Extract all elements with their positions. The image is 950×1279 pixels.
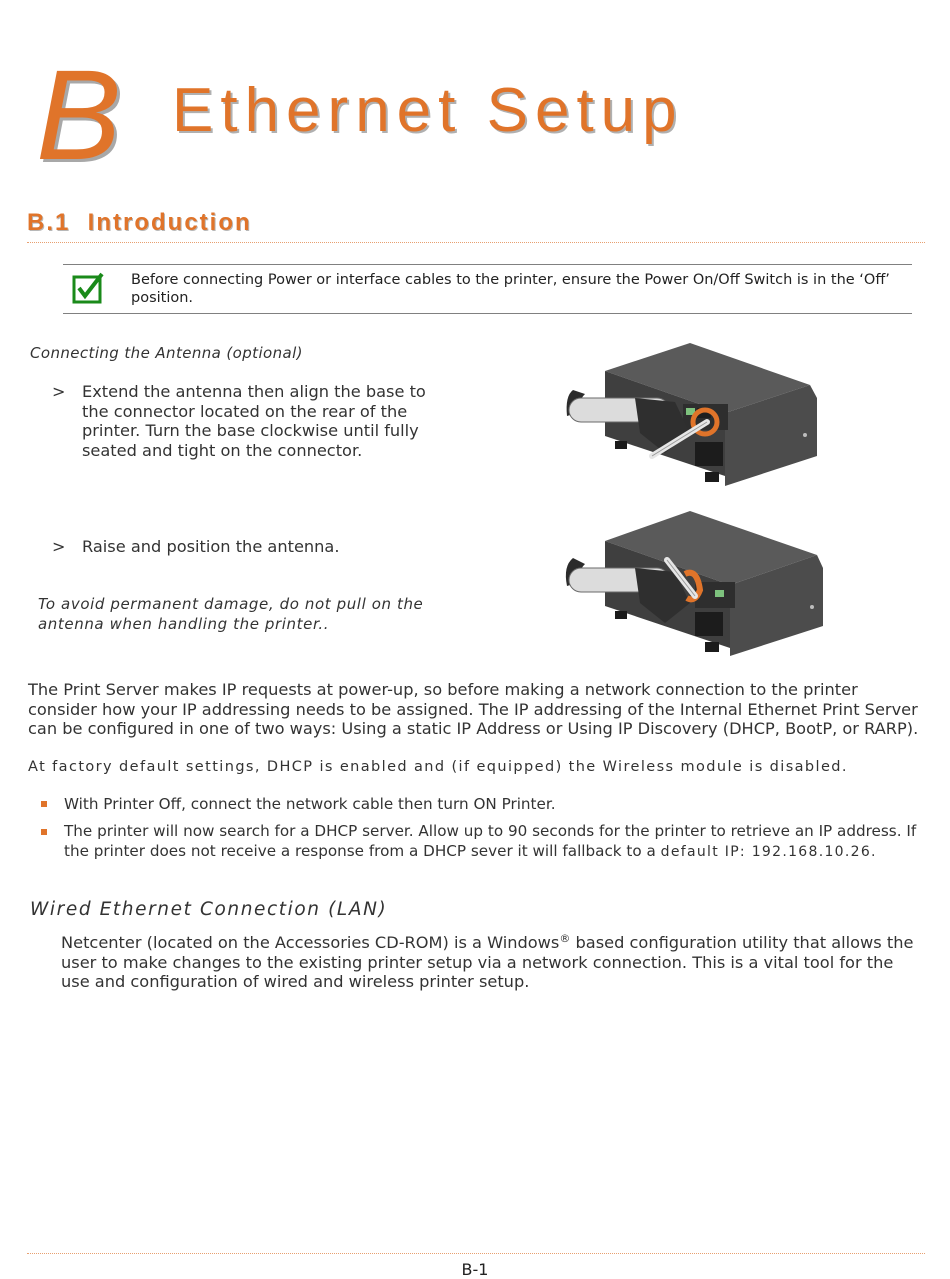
antenna-subheading: Connecting the Antenna (optional) [30, 344, 303, 362]
note-box [63, 264, 912, 314]
chapter-letter: B [36, 44, 120, 187]
antenna-step-2: Raise and position the antenna. [82, 537, 340, 556]
footer-divider [27, 1253, 925, 1254]
bullet-item-2 [64, 822, 924, 862]
section-heading: B.1 Introduction [27, 209, 252, 236]
note-text: Before connecting Power or interface cables to the printer, ensure the Power On/Off Switch is in the ‘Off’ position. [131, 272, 890, 306]
step-marker: > [52, 537, 66, 556]
bullet-item-2-text: The printer will now search for a DHCP server. Allow up to 90 seconds for the printer to retrieve an IP address. If the printer does not receive a response from a DHCP sever it will fallback to a [64, 822, 917, 860]
chapter-title: Ethernet Setup [172, 76, 684, 145]
netcenter-text-start: Netcenter (located on the Accessories CD-ROM) is a Windows [61, 933, 560, 952]
wired-ethernet-heading: Wired Ethernet Connection (LAN) [30, 899, 388, 920]
bullet-marker [41, 801, 47, 807]
section-divider [27, 242, 925, 243]
bullet-marker [41, 829, 47, 835]
bullet-item-1: With Printer Off, connect the network cable then turn ON Printer. [64, 795, 556, 813]
print-server-paragraph: The Print Server makes IP requests at power-up, so before making a network connection to the printer consider how your IP addressing needs to be assigned. The IP addressing of the Internal Ethernet Print Server can be configured in one of two ways: Using a static IP Address or Using IP Discovery (DHCP, BootP, or RARP). [28, 680, 919, 738]
step-marker: > [52, 382, 66, 401]
default-ip-address: default IP: 192.168.10.26. [660, 843, 877, 860]
factory-default-note: At factory default settings, DHCP is enabled and (if equipped) the Wireless module is disabled. [28, 759, 848, 775]
printer-antenna-connect-image [555, 338, 830, 490]
netcenter-text-end: based configuration utility that allows the user to make changes to the existing printer setup via a network connection. This is a vital tool for the use and configuration of wired and wireless printer setup. [61, 933, 914, 991]
check-box-icon [71, 271, 105, 305]
printer-antenna-raised-image [555, 508, 830, 660]
page-number: B-1 [461, 1260, 489, 1279]
registered-mark: ® [559, 932, 571, 945]
antenna-warning: To avoid permanent damage, do not pull on the antenna when handling the printer.. [38, 595, 424, 633]
antenna-step-1: Extend the antenna then align the base to the connector located on the rear of the printer. Turn the base clockwise until fully seated and tight on the connector. [82, 382, 426, 460]
netcenter-paragraph [61, 933, 927, 992]
